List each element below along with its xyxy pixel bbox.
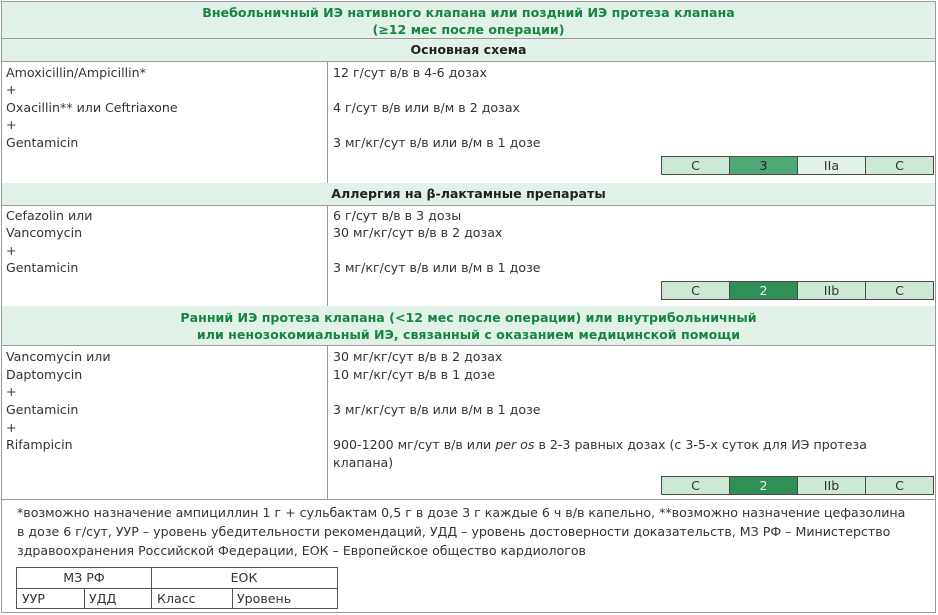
section1-header-line1: Внебольничный ИЭ нативного клапана или поздний ИЭ протеза клапана — [202, 5, 735, 20]
footnote-line: здравоохранения Российской Федерации, ЕОК – Европейское общество кардиологов — [17, 543, 586, 558]
footnote-line: *возможно назначение ампициллин 1 г + сульбактам 0,5 г в дозе 3 г каждые 6 ч в/в капельно, **возможно назначение цефазолина — [17, 505, 906, 520]
drug-cell: Gentamicin — [6, 402, 79, 417]
dose-cell: 6 г/сут в/в в 3 дозы — [333, 208, 462, 223]
drug-cell: Gentamicin — [6, 260, 79, 275]
drug-cell: Oxacillin** или Ceftriaxone — [6, 100, 178, 115]
drug-cell: Amoxicillin/Ampicillin* — [6, 65, 146, 80]
dose-cell: 3 мг/кг/сут в/в или в/м в 1 дозе — [333, 402, 541, 417]
legend-group-mz: МЗ РФ — [17, 568, 151, 589]
dose-cell-continued: клапана) — [333, 455, 394, 470]
legend-col-uur: УУР — [22, 591, 45, 606]
badge-udd: 3 — [730, 157, 798, 174]
section1-header — [2, 2, 935, 39]
section3-header-line2: или ненозокомиальный ИЭ, связанный с оказанием медицинской помощи — [196, 327, 741, 342]
footnote-line: в дозе 6 г/сут, УУР – уровень убедительности рекомендаций, УДД – уровень достоверности доказательств, МЗ РФ – Министерство — [17, 524, 891, 539]
section2-body — [2, 205, 935, 307]
plus-sign: + — [6, 243, 17, 258]
badge-level: C — [866, 282, 933, 299]
section1-body — [2, 61, 935, 184]
badge-class: IIb — [798, 477, 866, 494]
drug-cell: Gentamicin — [6, 135, 79, 150]
badge-udd: 2 — [730, 282, 798, 299]
drug-cell: Daptomycin — [6, 367, 83, 382]
plus-sign: + — [6, 420, 17, 435]
badge-uur: C — [662, 282, 730, 299]
dose-cell: 30 мг/кг/сут в/в в 2 дозах — [333, 349, 503, 364]
dose-text: 900-1200 мг/сут в/в или — [333, 437, 496, 452]
column-divider — [327, 346, 328, 500]
section3-header — [2, 306, 935, 346]
section3-header-line1: Ранний ИЭ протеза клапана (<12 мес после операции) или внутрибольничный — [180, 310, 757, 325]
drug-cell: Vancomycin — [6, 225, 83, 240]
legend-divider — [151, 568, 152, 608]
badge-uur: C — [662, 157, 730, 174]
dose-cell: 3 мг/кг/сут в/в или в/м в 1 дозе — [333, 135, 541, 150]
drug-cell: Vancomycin или — [6, 349, 111, 364]
legend-col-level: Уровень — [237, 591, 292, 606]
evidence-badges — [661, 476, 934, 495]
legend-divider — [232, 588, 233, 608]
column-divider — [327, 61, 328, 184]
legend-table — [16, 567, 338, 609]
badge-udd: 2 — [730, 477, 798, 494]
badge-class: IIa — [798, 157, 866, 174]
section3-body — [2, 346, 935, 500]
dose-cell: 30 мг/кг/сут в/в в 2 дозах — [333, 225, 503, 240]
dose-italic: per os — [495, 437, 535, 452]
drug-cell: Cefazolin или — [6, 208, 93, 223]
evidence-badges — [661, 281, 934, 300]
drug-cell: Rifampicin — [6, 437, 73, 452]
section2-subheader: Аллергия на β-лактамные препараты — [2, 183, 935, 206]
dose-cell: 10 мг/кг/сут в/в в 1 дозе — [333, 367, 495, 382]
evidence-badges — [661, 156, 934, 175]
plus-sign: + — [6, 117, 17, 132]
dose-cell — [333, 436, 867, 453]
plus-sign: + — [6, 82, 17, 97]
legend-group-eok: ЕОК — [151, 568, 337, 589]
plus-sign: + — [6, 384, 17, 399]
legend-col-udd: УДД — [89, 591, 117, 606]
legend-divider — [84, 588, 85, 608]
badge-class: IIb — [798, 282, 866, 299]
dose-text: в 2-3 равных дозах (с 3-5-х суток для ИЭ протеза — [534, 437, 867, 452]
dose-cell: 4 г/сут в/в или в/м в 2 дозах — [333, 100, 520, 115]
column-divider — [327, 205, 328, 307]
badge-level: C — [866, 477, 933, 494]
section1-header-line2: (≥12 мес после операции) — [372, 22, 565, 37]
section1-subheader: Основная схема — [2, 39, 935, 62]
legend-col-class: Класс — [157, 591, 196, 606]
dose-cell: 12 г/сут в/в в 4-6 дозах — [333, 65, 487, 80]
footnote — [17, 503, 927, 560]
badge-uur: C — [662, 477, 730, 494]
dose-cell: 3 мг/кг/сут в/в или в/м в 1 дозе — [333, 260, 541, 275]
badge-level: C — [866, 157, 933, 174]
